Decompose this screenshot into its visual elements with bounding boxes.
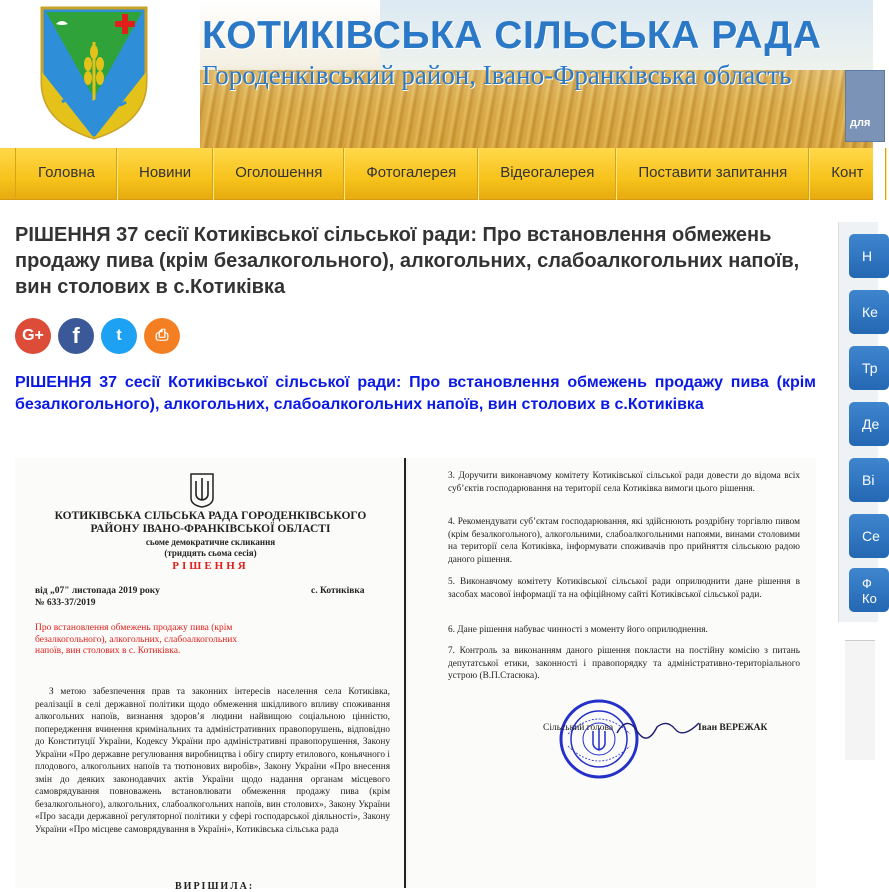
document-place: с. Котиківка [311,586,365,596]
page-title: РІШЕННЯ 37 сесії Котиківської сільської ради: Про встановлення обмежень продажу пива (крім безалкогольного), алкогольних, слабоалкогольних напоїв, вин столових в с.Котиківка [15,224,800,298]
nav-item-photo-gallery[interactable]: Фотогалерея [344,148,478,200]
document-number: № 633-37/2019 [35,598,96,608]
twitter-icon: t [116,327,122,344]
twitter-share-button[interactable] [101,318,137,354]
sidebar-button-1[interactable]: Н [849,234,889,278]
sidebar-button-6[interactable]: Се [849,514,889,558]
nav-item-video-gallery[interactable]: Відеогалерея [478,148,616,200]
document-point-6: 6. Дане рішення набуває чинності з моменту його оприлюднення. [448,625,708,635]
share-buttons [15,318,816,354]
nav-item-announcements[interactable]: Оголошення [213,148,344,200]
article-heading: РІШЕННЯ 37 сесії Котиківської сільської ради: Про встановлення обмежень продажу пива (крім безалкогольного), алкогольних, слабоалкогольних напоїв, вин столових в с.Котиківка [15,374,816,413]
document-point-4: 4. Рекомендувати суб’єктам господарювання, які здійснюють роздрібну торгівлю пивом (крім безалкогольного), алкогольними, слабоалкогольними напоями, винами столовими на території села Котиківка, інформувати споживачів про прийняття сільською радою даного рішення. [448,517,800,565]
village-coat-of-arms-icon[interactable] [32,2,156,142]
google-plus-icon: G+ [22,327,44,344]
document-page-right [408,458,816,888]
document-point-3: 3. Доручити виконавчому комітету Котиківської сільської ради довести до відома всіх суб’єктів господарювання на території села Котиківка вимоги цього рішення. [448,471,800,494]
signature-icon [613,713,703,743]
document-convocation-line-2: (тридцять сьома сесія) [164,548,257,558]
site-header [0,0,873,148]
print-icon: ⎙ [155,327,169,344]
sidebar-button-2[interactable]: Ке [849,290,889,334]
decision-document-image[interactable] [15,458,816,892]
document-page-left [15,458,406,892]
facebook-share-button[interactable] [58,318,94,354]
facebook-icon: f [72,323,80,348]
ukraine-trident-icon [189,472,215,508]
document-subject: Про встановлення обмежень продажу пива (крім безалкогольного), алкогольних, слабоалкогольних напоїв, вин столових в с. Котиківка. [35,623,238,656]
sidebar-button-7[interactable]: Ф Ко [849,568,889,612]
document-point-7: 7. Контроль за виконанням даного рішення покласти на постійну комісію з питань депутатської етики, законності і правопорядку та адміністративно-територіального устрою (В.П.Стасюка). [448,646,800,681]
google-plus-share-button[interactable] [15,318,51,354]
document-preamble: З метою забезпечення прав та законних інтересів населення села Котиківка, реалізації в селі державної політики щодо обмеження шкідливого впливу споживання алкогольних напоїв, визнання здоров’я людини найвищою соціальною цінністю, попередження вчинення кримінальних та адміністративних правопорушень, відповідно до Конституції України, Кодексу України про адміністративні правопорушення, Закону України «Про державне регулювання виробництва і обігу спирту етилового, коньячного і плодового, алкогольних напоїв та тютюнових виробів», Закону України «Про внесення змін до деяких законодавчих актів України щодо надання органам місцевого самоврядування повноважень встановлювати обмеження продажу пива (крім безалкогольного), алкогольних, слабоалкогольних напоїв, вин столових», Закону України «Про засади державної регуляторної політики у сфері господарської діяльності», Закону України «Про місцеве самоврядування в Україні», Котиківська сільська рада [35,687,390,835]
main-navigation [0,148,873,200]
sidebar-widget[interactable] [845,640,875,760]
nav-item-ask-question[interactable]: Поставити запитання [616,148,809,200]
print-button[interactable] [144,318,180,354]
sidebar-button-5[interactable]: Ві [849,458,889,502]
site-title[interactable]: КОТИКІВСЬКА СІЛЬСЬКА РАДА [202,14,822,57]
sidebar-button-4[interactable]: Де [849,402,889,446]
document-organization: КОТИКІВСЬКА СІЛЬСЬКА РАДА ГОРОДЕНКІВСЬКОГО РАЙОНУ ІВАНО-ФРАНКІВСЬКОЇ ОБЛАСТІ [54,510,367,535]
right-sidebar [838,222,878,622]
nav-item-contacts[interactable]: Конт [809,148,885,200]
document-convocation-line-1: сьоме демократичне скликання [145,537,276,547]
document-date: від „07" листопада 2019 року [35,586,160,596]
nav-item-news[interactable]: Новини [117,148,213,200]
header-side-label: для [850,117,871,129]
nav-item-home[interactable]: Головна [15,148,117,200]
document-signatory-name: Іван ВЕРЕЖАК [698,723,768,733]
document-decision-label: РІШЕННЯ [172,560,249,572]
document-point-5: 5. Виконавчому комітету Котиківської сільської ради оприлюднити дане рішення в засобах масової інформації та на офіційному сайті Котиківської сільської ради. [448,577,800,600]
document-convocation [33,537,388,559]
site-subtitle: Городенківський район, Івано-Франківська область [202,60,792,90]
document-resolved: ВИРІШИЛА: [175,881,255,892]
document-signatory-role: Сільський голова [543,723,614,733]
sidebar-button-3[interactable]: Тр [849,346,889,390]
header-side-widget[interactable] [845,70,885,142]
main-content [15,222,816,416]
